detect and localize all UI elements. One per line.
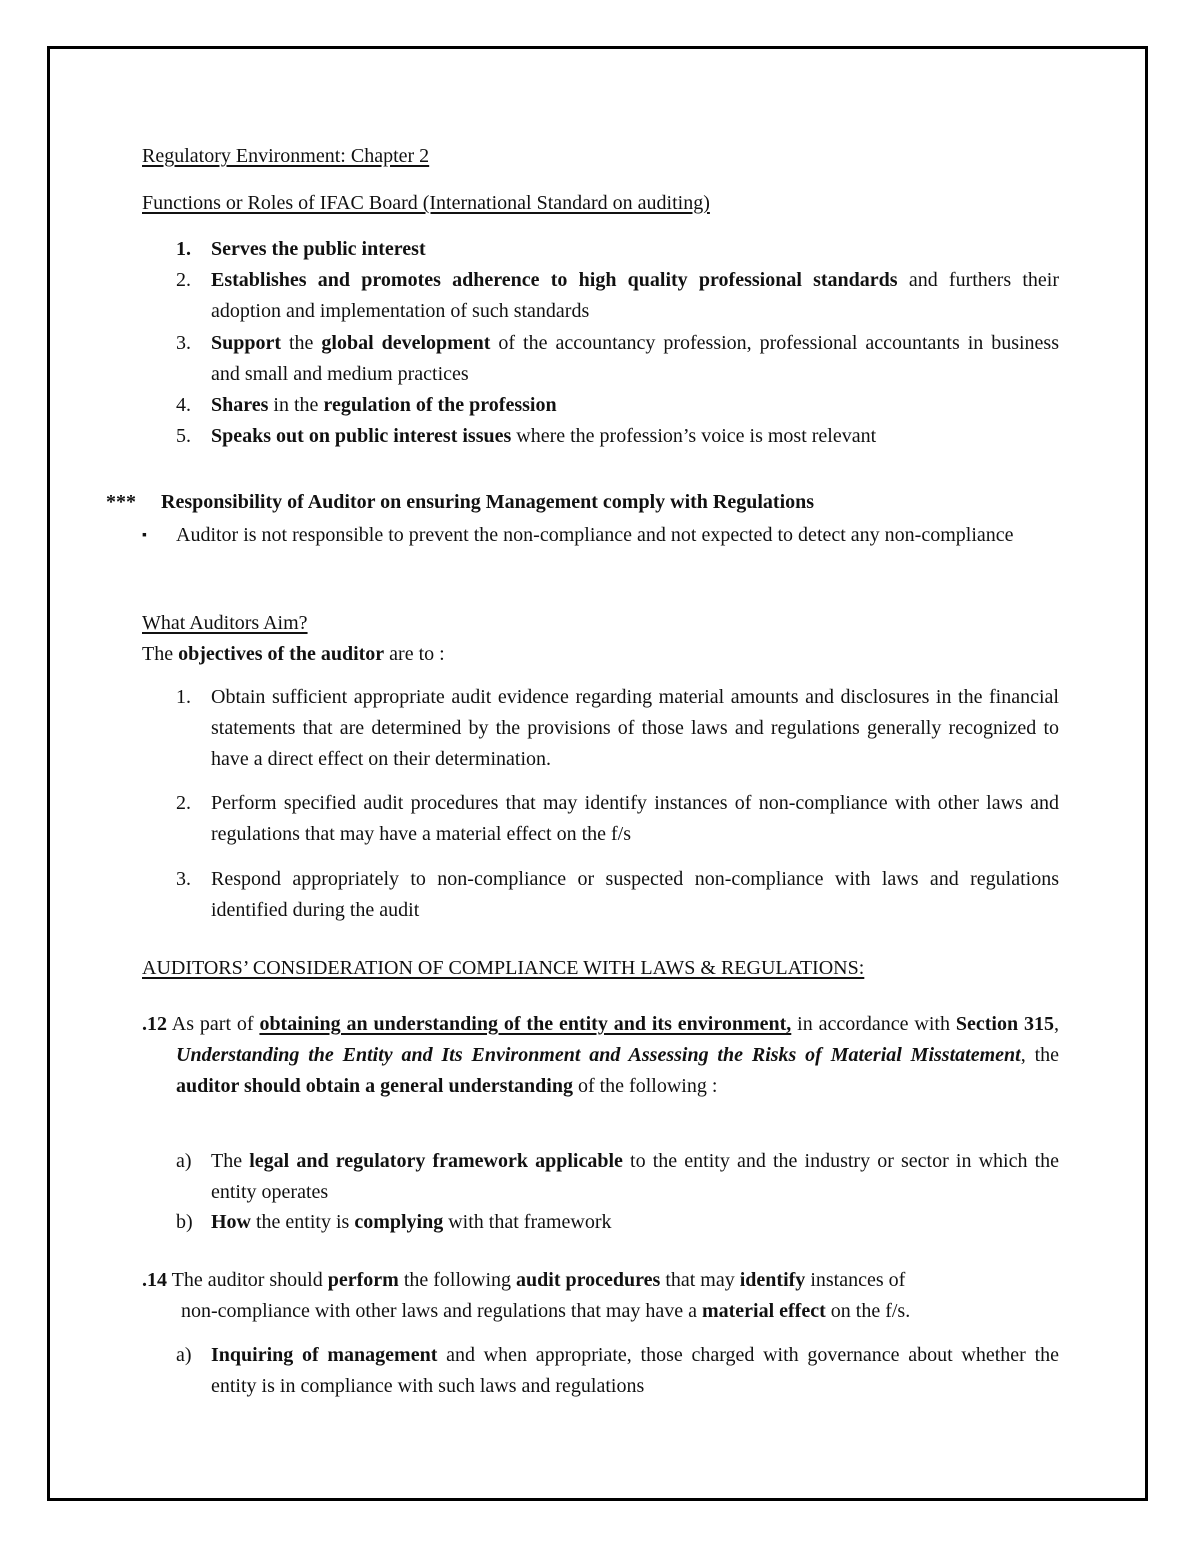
paragraph-14-line-1-text [167,1269,905,1291]
ifac-heading: Functions or Roles of IFAC Board (International Standard on auditing) [142,192,710,214]
para12-item-b [211,1207,1059,1238]
responsibility-heading: Responsibility of Auditor on ensuring Management comply with Regulations [161,491,815,513]
aim-intro [142,639,445,670]
ifac-item-number: 4. [176,394,191,416]
paragraph-12-text: , [1054,1013,1059,1035]
aim-intro-bold: objectives of the auditor [178,643,385,665]
text: the [281,332,322,354]
paragraph-12-number: .12 [142,1013,167,1035]
ifac-item-number: 2. [176,269,191,291]
text: and when appropriate, those charged with governance about whether the entity is in compliance with such laws and regulations [211,1344,1059,1397]
bold-text: global development [321,332,491,354]
text: with that framework [443,1211,612,1233]
bold-text: material effect [701,1300,826,1322]
aim-intro-pre: The [142,643,179,665]
bold-text: regulation of the profession [323,394,557,416]
text: The [211,1150,250,1172]
bold-text: Establishes and promotes adherence to high quality professional standards [211,269,898,291]
text: of the accountancy profession, professional accountants in business and small and medium practices [211,332,1059,385]
text: the following [398,1269,517,1291]
paragraph-12-text: , the [1020,1044,1060,1066]
ifac-item-number: 1. [176,238,191,260]
ifac-item-1 [211,234,1059,265]
paragraph-12-underlined: obtaining an understanding of the entity and its environment, [259,1013,792,1035]
ifac-item-3 [211,328,1059,390]
responsibility-stars: *** [106,491,136,513]
paragraph-12-standard-title: Understanding the Entity and Its Environment and Assessing the Risks of Material Misstatement [176,1044,1021,1066]
para12-item-letter: b) [176,1211,193,1233]
paragraph-12-section-ref: Section 315 [955,1013,1054,1035]
square-bullet-icon: ▪ [142,528,147,543]
bold-text: Inquiring of management [211,1344,438,1366]
aim-item-number: 2. [176,792,191,814]
para12-item-letter: a) [176,1150,192,1172]
ifac-item-5 [211,421,1059,452]
paragraph-12-bold: auditor should obtain a general understanding [176,1075,573,1097]
document-title: Regulatory Environment: Chapter 2 [142,145,430,167]
bold-text: legal and regulatory framework applicable [249,1150,623,1172]
text: non-compliance with other laws and regulations that may have a [181,1300,702,1322]
aim-heading: What Auditors Aim? [142,612,308,634]
bold-text: Speaks out on public interest issues [211,425,512,447]
paragraph-14-line-1 [142,1265,905,1296]
text: The auditor should [167,1269,328,1291]
text: the entity is [251,1211,355,1233]
paragraph-12-text: of the following : [572,1075,718,1097]
ifac-item-2 [211,265,1059,327]
aim-item-number: 1. [176,686,191,708]
ifac-item-number: 5. [176,425,191,447]
para14-item-letter: a) [176,1344,192,1366]
paragraph-12 [142,1009,1059,1102]
text: instances of [805,1269,906,1291]
aim-item-3: Respond appropriately to non-compliance or suspected non-compliance with laws and regulations identified during the audit [211,868,1059,921]
text: where the profession’s voice is most relevant [511,425,877,447]
aim-item-number: 3. [176,868,191,890]
paragraph-12-text: As part of [167,1013,260,1035]
ifac-item-number: 3. [176,332,191,354]
ifac-item-4 [211,390,1059,421]
para12-item-a [211,1146,1059,1208]
text: that may [660,1269,740,1291]
paragraph-14-line-2 [181,1296,910,1327]
bold-text: How [211,1211,251,1233]
bold-text: Serves the public interest [211,238,426,260]
text: and furthers their adoption and implementation of such standards [211,269,1059,322]
bold-text: Support [211,332,282,354]
aim-item-1: Obtain sufficient appropriate audit evidence regarding material amounts and disclosures in the financial statements that are determined by the provisions of those laws and regulations generally recognized to have a direct effect on their determination. [211,686,1059,770]
aim-item-2: Perform specified audit procedures that may identify instances of non-compliance with other laws and regulations that may have a material effect on the f/s [211,792,1059,845]
text: on the f/s. [825,1300,911,1322]
text: to the entity and the industry or sector in which the entity operates [211,1150,1060,1203]
bold-text: perform [327,1269,399,1291]
responsibility-bullet: Auditor is not responsible to prevent the non-compliance and not expected to detect any non-compliance [176,524,1014,546]
paragraph-14-number: .14 [142,1269,167,1291]
bold-text: complying [354,1211,444,1233]
aim-intro-post: are to : [384,643,445,665]
consideration-heading: AUDITORS’ CONSIDERATION OF COMPLIANCE WITH LAWS & REGULATIONS: [142,957,865,979]
bold-text: identify [739,1269,806,1291]
text: in the [268,394,324,416]
bold-text: Shares [211,394,269,416]
para14-item-a [211,1340,1059,1402]
paragraph-12-text: in accordance with [791,1013,956,1035]
bold-text: audit procedures [516,1269,661,1291]
